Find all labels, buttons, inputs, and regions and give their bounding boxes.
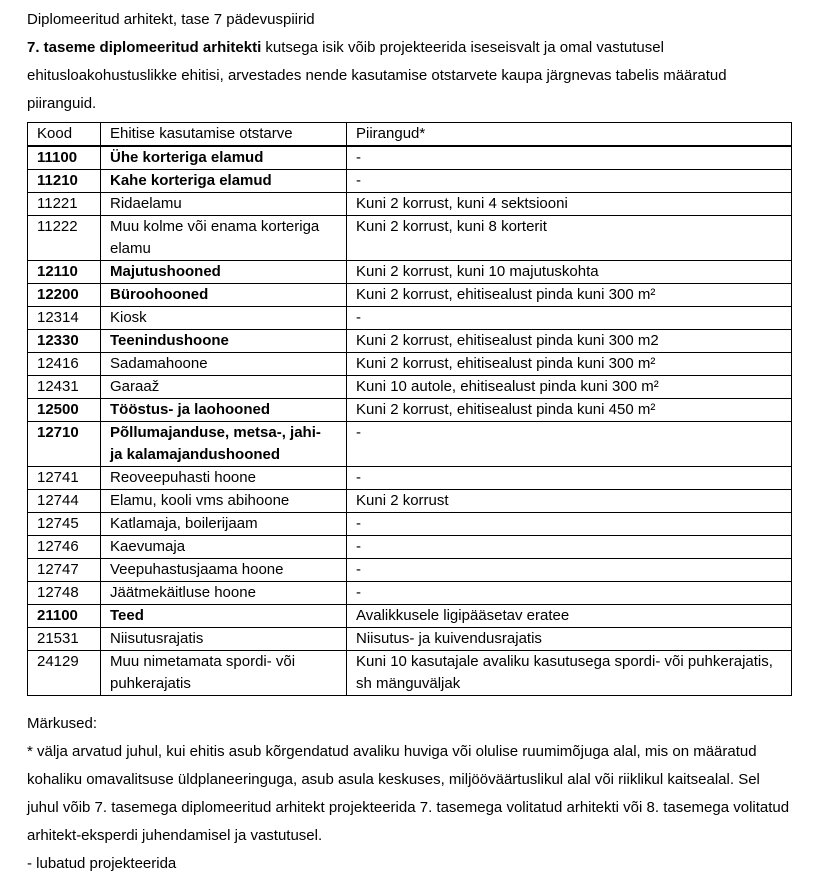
table-row <box>28 605 792 628</box>
cell-restrictions: Kuni 2 korrust, ehitisealust pinda kuni 300 m² <box>347 284 792 307</box>
table-row <box>28 146 792 170</box>
table-row <box>28 467 792 490</box>
cell-use: Muu kolme või enama korteriga elamu <box>101 216 347 261</box>
cell-code: 21531 <box>28 628 101 651</box>
table-row <box>28 651 792 696</box>
footnote-dash: - lubatud projekteerida <box>27 855 177 872</box>
table-row <box>28 422 792 467</box>
cell-use: Sadamahoone <box>101 353 347 376</box>
cell-restrictions: Kuni 10 autole, ehitisealust pinda kuni 300 m² <box>347 376 792 399</box>
cell-restrictions: Kuni 2 korrust, ehitisealust pinda kuni 300 m² <box>347 353 792 376</box>
table-row <box>28 307 792 330</box>
cell-use: Teenindushoone <box>101 330 347 353</box>
cell-code: 12110 <box>28 261 101 284</box>
column-header-code: Kood <box>28 123 101 147</box>
cell-use: Tööstus- ja laohooned <box>101 399 347 422</box>
table-row <box>28 376 792 399</box>
cell-use: Majutushooned <box>101 261 347 284</box>
cell-restrictions: Kuni 2 korrust, kuni 4 sektsiooni <box>347 193 792 216</box>
cell-restrictions: - <box>347 536 792 559</box>
cell-use: Reoveepuhasti hoone <box>101 467 347 490</box>
cell-use: Põllumajanduse, metsa-, jahi- ja kalamajandushooned <box>101 422 347 467</box>
cell-use: Jäätmekäitluse hoone <box>101 582 347 605</box>
table-body <box>28 146 792 696</box>
cell-code: 12330 <box>28 330 101 353</box>
cell-code: 21100 <box>28 605 101 628</box>
table-row <box>28 582 792 605</box>
cell-code: 12746 <box>28 536 101 559</box>
cell-code: 12748 <box>28 582 101 605</box>
cell-code: 11100 <box>28 146 101 170</box>
cell-code: 11221 <box>28 193 101 216</box>
table-row <box>28 193 792 216</box>
table-row <box>28 330 792 353</box>
cell-code: 12741 <box>28 467 101 490</box>
cell-use: Kaevumaja <box>101 536 347 559</box>
cell-restrictions: Kuni 10 kasutajale avaliku kasutusega spordi- või puhkerajatis, sh mänguväljak <box>347 651 792 696</box>
table-row <box>28 490 792 513</box>
notes-section <box>27 710 792 878</box>
cell-code: 12747 <box>28 559 101 582</box>
cell-code: 12500 <box>28 399 101 422</box>
cell-use: Ühe korteriga elamud <box>101 146 347 170</box>
cell-restrictions: Kuni 2 korrust, kuni 8 korterit <box>347 216 792 261</box>
table-row <box>28 353 792 376</box>
table-row <box>28 628 792 651</box>
cell-restrictions: Avalikkusele ligipääsetav eratee <box>347 605 792 628</box>
cell-code: 11210 <box>28 170 101 193</box>
table-row <box>28 399 792 422</box>
cell-restrictions: - <box>347 146 792 170</box>
cell-code: 12431 <box>28 376 101 399</box>
cell-restrictions: Niisutus- ja kuivendusrajatis <box>347 628 792 651</box>
competence-table <box>27 122 792 696</box>
cell-restrictions: Kuni 2 korrust <box>347 490 792 513</box>
cell-use: Niisutusrajatis <box>101 628 347 651</box>
table-row <box>28 216 792 261</box>
table-row <box>28 513 792 536</box>
cell-restrictions: - <box>347 422 792 467</box>
cell-use: Teed <box>101 605 347 628</box>
cell-restrictions: - <box>347 513 792 536</box>
cell-restrictions: Kuni 2 korrust, kuni 10 majutuskohta <box>347 261 792 284</box>
cell-use: Kahe korteriga elamud <box>101 170 347 193</box>
cell-restrictions: Kuni 2 korrust, ehitisealust pinda kuni 300 m2 <box>347 330 792 353</box>
cell-restrictions: Kuni 2 korrust, ehitisealust pinda kuni 450 m² <box>347 399 792 422</box>
cell-restrictions: - <box>347 582 792 605</box>
cell-use: Muu nimetamata spordi- või puhkerajatis <box>101 651 347 696</box>
cell-use: Kiosk <box>101 307 347 330</box>
cell-restrictions: - <box>347 170 792 193</box>
table-row <box>28 284 792 307</box>
table-row <box>28 261 792 284</box>
cell-code: 12200 <box>28 284 101 307</box>
intro-bold-text: 7. taseme diplomeeritud arhitekti <box>27 39 262 56</box>
intro-rest-text: kutsega isik võib projekteerida iseseisvalt ja omal vastutusel ehitusloakohustuslikke ehitisi, arvestades nende kasutamise otstarvete kaupa järgnevas tabelis määratud piiranguid. <box>27 39 727 112</box>
cell-use: Garaaž <box>101 376 347 399</box>
table-header-row <box>28 123 792 147</box>
cell-code: 12416 <box>28 353 101 376</box>
cell-use: Ridaelamu <box>101 193 347 216</box>
cell-restrictions: - <box>347 559 792 582</box>
footnote-asterisk: * välja arvatud juhul, kui ehitis asub kõrgendatud avaliku huviga või olulise ruumimõjuga alal, mis on määratud kohaliku omavalitsuse üldplaneeringuga, asub asula keskuses, miljööväärtuslikul alal või riiklikul kaitsealal. Sel juhul võib 7. tasemega diplomeeritud arhitekt projekteerida 7. tasemega volitatud arhitekti või 8. tasemega volitatud arhitekt-eksperdi juhendamisel ja vastutusel. <box>27 743 790 844</box>
cell-use: Katlamaja, boilerijaam <box>101 513 347 536</box>
notes-heading: Märkused: <box>27 715 98 732</box>
cell-code: 11222 <box>28 216 101 261</box>
cell-use: Elamu, kooli vms abihoone <box>101 490 347 513</box>
table-row <box>28 559 792 582</box>
table-row <box>28 170 792 193</box>
cell-code: 12314 <box>28 307 101 330</box>
cell-restrictions: - <box>347 307 792 330</box>
column-header-use: Ehitise kasutamise otstarve <box>101 123 347 147</box>
intro-paragraph <box>27 34 792 118</box>
column-header-restrictions: Piirangud* <box>347 123 792 147</box>
cell-code: 12744 <box>28 490 101 513</box>
cell-code: 12745 <box>28 513 101 536</box>
cell-use: Veepuhastusjaama hoone <box>101 559 347 582</box>
cell-code: 24129 <box>28 651 101 696</box>
table-row <box>28 536 792 559</box>
cell-use: Büroohooned <box>101 284 347 307</box>
cell-restrictions: - <box>347 467 792 490</box>
cell-code: 12710 <box>28 422 101 467</box>
page-title: Diplomeeritud arhitekt, tase 7 pädevuspiirid <box>27 11 315 28</box>
